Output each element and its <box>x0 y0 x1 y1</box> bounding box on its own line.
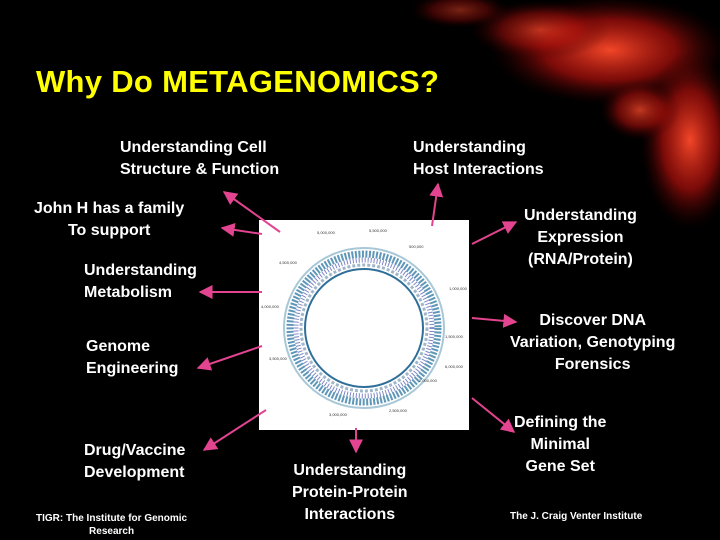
genome-tick: 4,000,000 <box>261 304 279 309</box>
label-family: John H has a family To support <box>34 200 185 239</box>
label-cell-structure: Understanding Cell Structure & Function <box>120 139 280 178</box>
arrow-cell-structure <box>224 192 280 232</box>
genome-tick: 5,000,000 <box>317 230 335 235</box>
label-dna-variation: Discover DNA Variation, Genotyping Forensics <box>510 312 676 373</box>
genome-tick: 6,000,000 <box>445 364 463 369</box>
arrow-minimal-gene-set <box>472 398 514 432</box>
slide-title: Why Do METAGENOMICS? <box>36 64 440 99</box>
genome-tick: 3,500,000 <box>269 356 287 361</box>
arrow-expression <box>472 222 516 244</box>
label-protein-protein: Understanding Protein-Protein Interactions <box>292 462 408 523</box>
arrow-drug-vaccine <box>204 410 266 450</box>
genome-tick: 2,500,000 <box>389 408 407 413</box>
label-minimal-gene-set: Defining the Minimal Gene Set <box>514 414 607 475</box>
arrow-family <box>222 228 262 234</box>
label-expression: Understanding Expression (RNA/Protein) <box>524 207 637 268</box>
genome-tick: 4,500,000 <box>279 260 297 265</box>
arrow-genome-engineering <box>198 346 262 368</box>
footer-jcvi: The J. Craig Venter Institute <box>510 511 643 522</box>
label-host-interactions: Understanding Host Interactions <box>413 139 544 178</box>
genome-tick: 1,000,000 <box>449 286 467 291</box>
genome-tick: 1,500,000 <box>445 334 463 339</box>
arrow-host-interactions <box>432 184 438 226</box>
genome-tick: 3,000,000 <box>329 412 347 417</box>
genome-tick: 5,500,000 <box>369 228 387 233</box>
genome-tick: 500,000 <box>409 244 424 249</box>
label-metabolism: Understanding Metabolism <box>84 262 197 301</box>
footer-tigr: TIGR: The Institute for Genomic Research <box>36 513 188 537</box>
genome-tick: 2,000,000 <box>419 378 437 383</box>
label-genome-engineering: Genome Engineering <box>86 338 179 377</box>
label-drug-vaccine: Drug/Vaccine Development <box>84 442 186 481</box>
